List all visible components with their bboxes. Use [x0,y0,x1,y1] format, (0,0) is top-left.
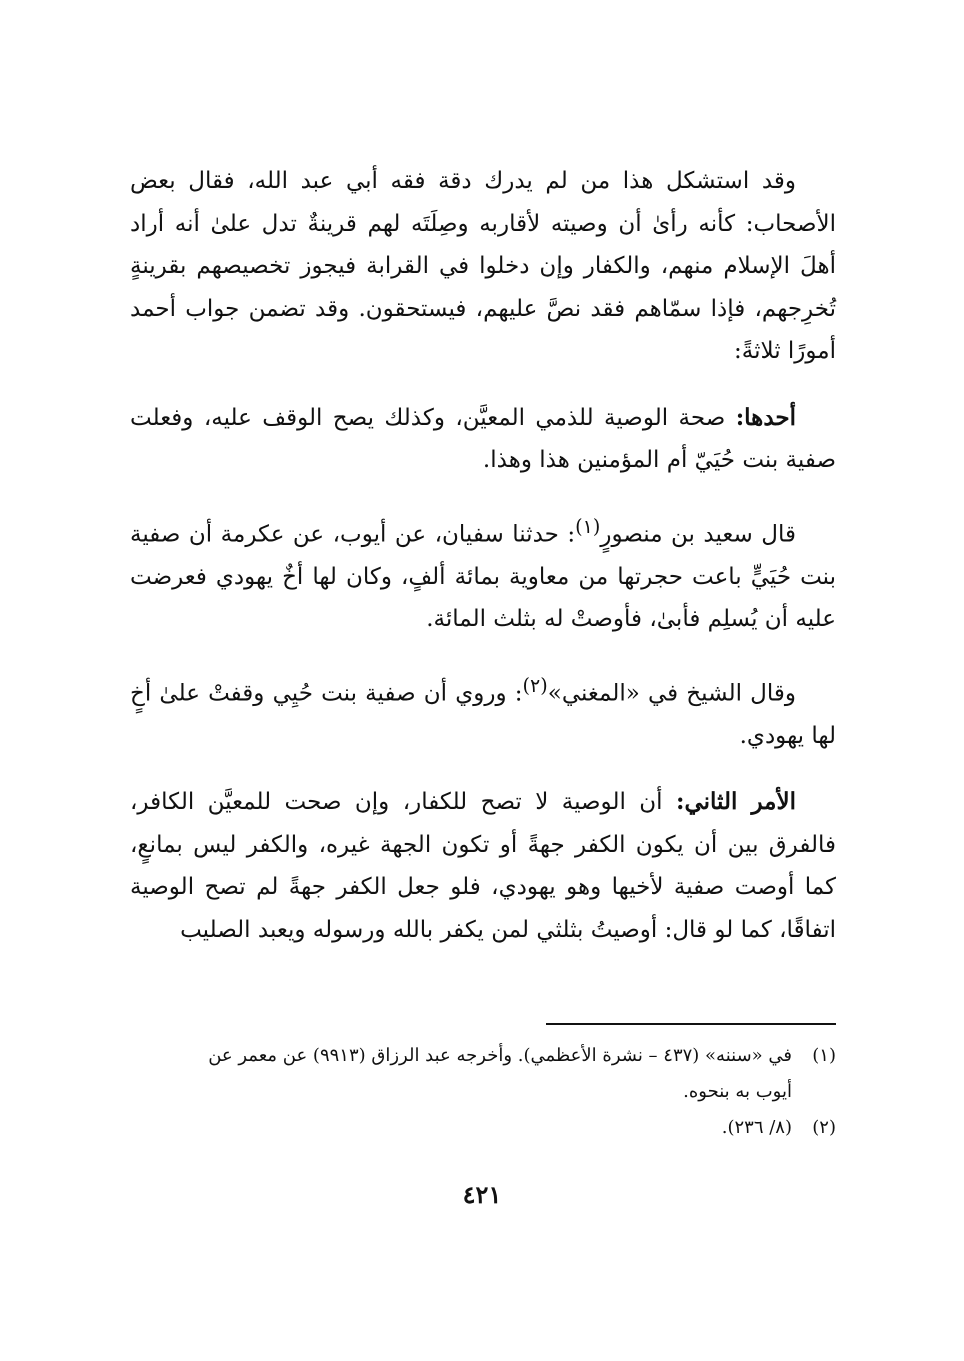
paragraph-5 [130,781,836,951]
footnote-text: أيوب به بنحوه. [683,1081,792,1102]
main-text [130,160,836,975]
footnote-2 [130,1110,836,1146]
footnote-number: (٢) [812,1117,836,1138]
paragraph-text: وقال الشيخ في «المغني» [547,680,796,707]
paragraph-1 [130,160,836,373]
paragraph-text: : حدثنا سفيان، عن أيوب، عن عكرمة أن صفية بنت حُيَيٍّ باعت حجرتها من معاوية بمائة ألفٍ، وكان لها أخٌ يهودي فعرضت عليه أن يُسلِم فأبىٰ، فأوصتْ له بثلث المائة. [130,521,836,633]
footnotes [130,1038,836,1146]
paragraph-text: صحة الوصية للذمي المعيَّن، وكذلك يصح الوقف عليه، وفعلت صفية بنت حُيَيّ أم المؤمنين هذا وهذا. [130,404,836,473]
footnote-ref-2[interactable]: (٢) [522,673,548,697]
footnote-text: في «سننه» (٤٣٧ – نشرة الأعظمي). وأخرجه عبد الرزاق (٩٩١٣) عن معمر عن [208,1045,792,1066]
footnote-number: (١) [812,1045,836,1066]
paragraph-text: وقد استشكل هذا من لم يدرك دقة فقه أبي عبد الله، فقال بعض الأصحاب: كأنه رأىٰ أن وصيته لأقاربه وصِلَتَه لهم قرينةٌ تدل علىٰ أنه أراد أهلَ الإسلام منهم، والكفار وإن دخلوا في القرابة فيجوز تخصيصهم بقرينةٍ تُخرِجهم، فإذا سمّاهم فقد نصَّ عليهم، فيستحقون. وقد تضمن جواب أحمد أمورًا ثلاثةً: [130,168,836,364]
footnote-1 [130,1038,836,1074]
footnote-1-continuation [130,1074,836,1110]
paragraph-heading: أحدها: [735,403,796,431]
page-number: ٤٢١ [462,1180,502,1209]
paragraph-heading: الأمر الثاني: [675,788,796,816]
footnote-separator [546,1023,836,1025]
paragraph-text: أن الوصية لا تصح للكفار، وإن صحت للمعيَّن الكافر، فالفرق بين أن يكون الكفر جهةً أو تكون الجهة غيره، والكفر ليس بمانعٍ، كما أوصت صفية لأخيها وهو يهودي، فلو جعل الكفر جهةً لم تصح الوصية اتفاقًا، كما لو قال: أوصيتُ بثلثي لمن يكفر بالله ورسوله ويعبد الصليب [130,789,836,943]
paragraph-2 [130,397,836,482]
paragraph-text: : وروي أن صفية بنت حُيِي وقفتْ علىٰ أخٍ لها يهودي. [130,680,836,749]
paragraph-text: قال سعيد بن منصورٍ [600,521,796,548]
footnote-text: (٨/ ٢٣٦). [721,1117,792,1138]
paragraph-4 [130,665,836,758]
paragraph-3 [130,506,836,641]
footnote-ref-1[interactable]: (١) [575,514,601,538]
